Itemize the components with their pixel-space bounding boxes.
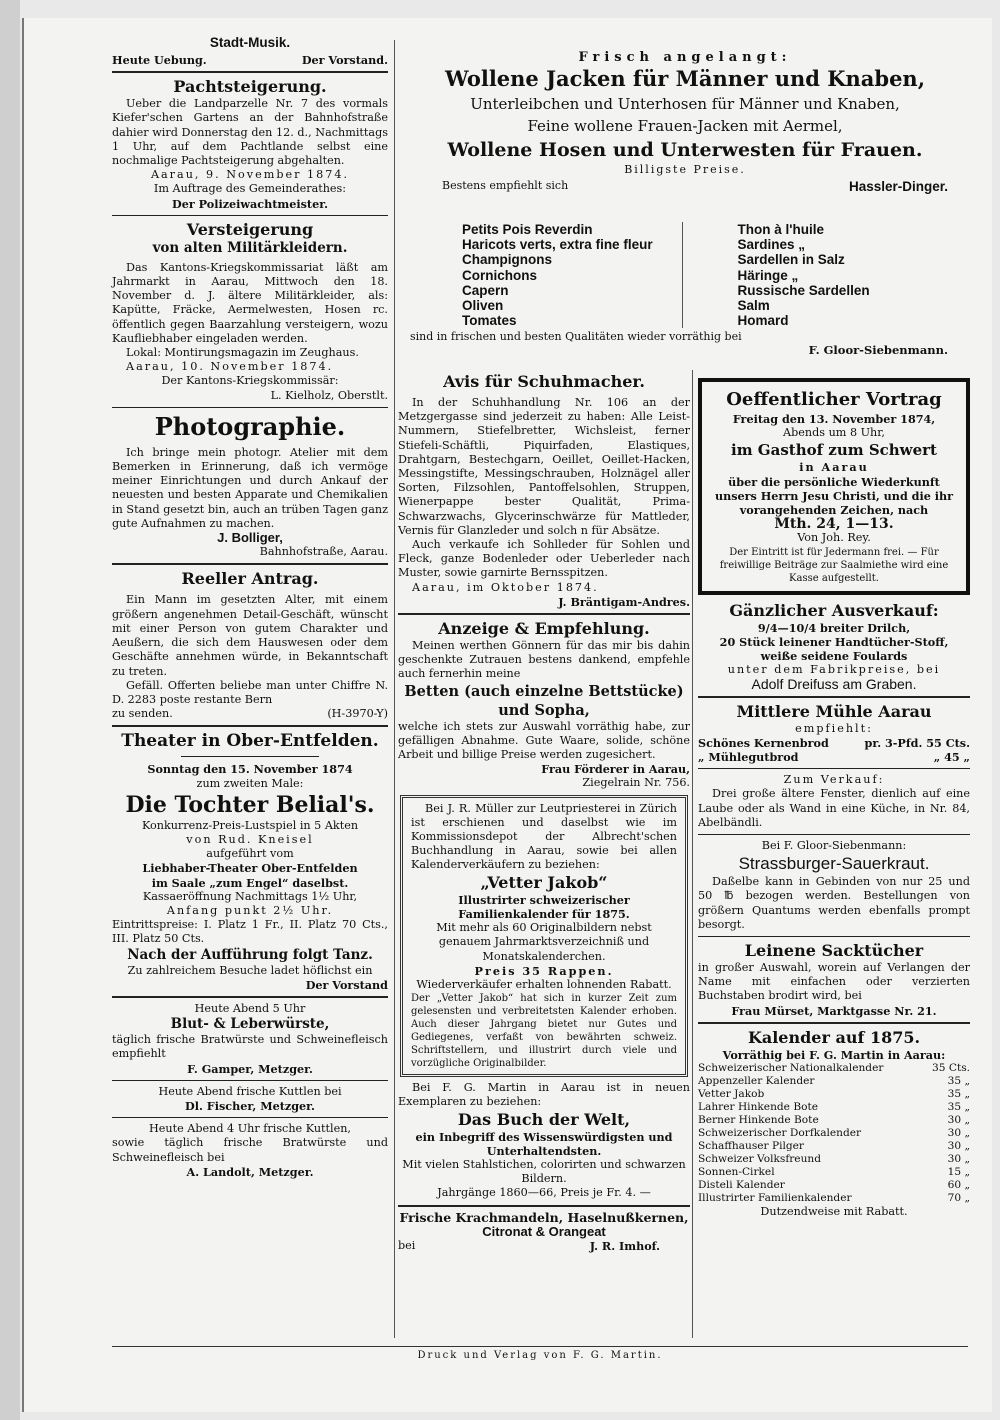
ad-text: Eintrittspreise: I. Platz 1 Fr., II. Platz 70 Cts., III. Platz 50 Cts. — [112, 918, 388, 946]
calendar-name: Lahrer Hinkende Bote — [698, 1101, 819, 1114]
ad-body: welche ich stets zur Auswahl vorräthig habe, zur gefälligen Abnahme. Gute Waare, solide, schöne Arbeit und billige Preise werden zugesichert. — [398, 719, 690, 762]
ad-address: Bahnhofstraße, Aarau. — [259, 545, 388, 559]
ad-text: Dutzendweise mit Rabatt. — [760, 1205, 908, 1219]
column-middle — [398, 372, 690, 1253]
ad-versteigerung — [112, 220, 388, 403]
ad-body: Ein Mann im gesetzten Alter, mit einem größern angenehmen Detail-Geschäft, wünscht mit einer Person von gutem Charakter und Aeußern, die sich dem Hauswesen oder dem Geschäfte annehmen würde, in Bekanntschaft zu treten. — [112, 593, 388, 678]
ad-text: aufgeführt vom — [206, 847, 294, 861]
ad-line: Wollene Hosen und Unterwesten für Frauen. — [447, 139, 923, 161]
ad-text: Wiederverkäufer erhalten lohnenden Rabatt. — [416, 977, 672, 991]
calendar-price: 35 Cts. — [931, 1062, 970, 1075]
ad-title: „Vetter Jakob“ — [480, 872, 608, 892]
ad-subtitle: ein Inbegriff des Wissenswürdigsten und Unterhaltendsten. — [415, 1129, 673, 1158]
ad-title: Zum Verkauf: — [783, 773, 885, 787]
ad-text: Nach der Aufführung folgt Tanz. — [127, 946, 373, 963]
ad-title: Frische Krachmandeln, Haselnußkernen, — [399, 1209, 689, 1225]
ad-body: Daßelbe kann in Gebinden von nur 25 und 50 ℔ bezogen werden. Bestellungen von größern Quantums werden ebenfalls prompt besorgt. — [698, 875, 970, 931]
ad-text: unter dem Fabrikpreise, bei — [727, 663, 941, 677]
ad-body: Der „Vetter Jakob“ hat sich in kurzer Zeit zum gelesensten und verbreitetsten Kalender erhoben. Auch dieser Jahrgang bietet nur Gutes und Gediegenes, verfaßt von bewährten schweiz. Schriftstellern, und illustrirt durch viele und vorzügliche Originalbilder. — [411, 993, 677, 1070]
ad-fischer — [112, 1085, 388, 1113]
ad-title: Blut- & Leberwürste, — [170, 1016, 330, 1033]
product-name: „ Mühlegutbrod — [698, 750, 799, 765]
calendar-price: 35 „ — [947, 1075, 970, 1088]
ad-body: Bei F. G. Martin in Aarau ist in neuen Exemplaren zu beziehen: — [398, 1081, 690, 1109]
ad-text: Heute Uebung. — [112, 53, 207, 67]
product-item: Haricots verts, extra fine fleur — [462, 237, 653, 253]
ad-text: zu senden. — [112, 707, 173, 721]
ad-text: Mit mehr als 60 Originalbildern nebst genauem Jahrmarktsverzeichniß und Monatskalenderchen. — [436, 921, 652, 963]
ad-title: Stadt-Musik. — [209, 35, 291, 50]
ad-text: Anfang punkt 2½ Uhr. — [166, 903, 334, 917]
ad-reeller-antrag — [112, 569, 388, 721]
calendar-name: Vetter Jakob — [698, 1088, 765, 1101]
ad-text: Jahrgänge 1860—66, Preis je Fr. 4. — — [437, 1186, 651, 1200]
ad-signature: Adolf Dreifuss am Graben. — [751, 676, 917, 693]
ad-body: Meinen werthen Gönnern für das mir bis dahin geschenkte Zutrauen bestens dankend, empfehle auch fernerhin meine — [398, 639, 690, 681]
ad-signature: Frau Förderer in Aarau, — [541, 762, 690, 777]
calendar-name: Schweizer Volksfreund — [698, 1153, 822, 1166]
calendar-row — [698, 1153, 970, 1166]
ad-signature: Der Vorstand — [305, 977, 388, 992]
calendar-name: Schweizerischer Dorfkalender — [698, 1127, 862, 1140]
ad-title: Reeller Antrag. — [181, 569, 319, 589]
ad-text: Heute Abend 5 Uhr — [194, 1001, 306, 1015]
ad-title: Citronat & Orangeat — [482, 1223, 606, 1239]
product-item: Petits Pois Reverdin — [462, 222, 593, 237]
calendar-row — [698, 1062, 970, 1075]
ad-title: Leinene Sacktücher — [744, 941, 924, 961]
ad-body: Auch verkaufe ich Sohlleder für Sohlen und Fleck, ganze Bodenleder oder Ueberleder nach Muster, sowie garnirte Bernsspitzen. — [398, 538, 690, 580]
ad-text: Liebhaber-Theater Ober-Entfelden — [142, 861, 358, 876]
ad-price: Preis 35 Rappen. — [474, 963, 614, 978]
ad-text: Konkurrenz-Preis-Lustspiel in 5 Akten — [141, 818, 359, 832]
ad-text: im Saale „zum Engel“ daselbst. — [151, 875, 349, 890]
product-item: Sardellen in Salz — [737, 252, 845, 268]
ad-text: sind in frischen und besten Qualitäten wieder vorräthig bei — [410, 330, 742, 344]
product-list-left — [402, 222, 682, 328]
ad-text: von Rud. Kneisel — [186, 832, 314, 846]
ad-subtitle: von alten Militärkleidern. — [152, 239, 348, 256]
calendar-row — [698, 1140, 970, 1153]
ad-title: Avis für Schuhmacher. — [443, 372, 645, 391]
calendar-price: 15 „ — [947, 1166, 970, 1179]
ad-text: Lokal: Montirungsmagazin im Zeughaus. — [126, 346, 359, 360]
ad-text: zum zweiten Male: — [196, 776, 304, 790]
ad-date: Aarau, im Oktober 1874. — [412, 580, 599, 594]
ad-title: Photographie. — [154, 411, 346, 441]
ad-body: Das Kantons-Kriegskommissariat läßt am Jahrmarkt in Aarau, Mittwoch den 18. November d. J. ältere Militärkleider, als: Kapütte, Fräcke, Aermelwesten, Hosen rc. öffentlich gegen Baarzahlung versteigern, wozu Kaufliebhaber eingeladen werden. — [112, 260, 388, 345]
ad-signature: Der Vorstand. — [301, 53, 388, 67]
page-footer: Druck und Verlag von F. G. Martin. — [417, 1350, 663, 1361]
ad-text: Heute Abend frische Kuttlen bei — [158, 1084, 342, 1098]
calendar-price: 30 „ — [947, 1140, 970, 1153]
calendar-name: Appenzeller Kalender — [698, 1075, 815, 1088]
calendar-row — [698, 1166, 970, 1179]
product-item: Häringe „ — [737, 267, 799, 283]
calendar-name: Sonnen-Cirkel — [698, 1166, 775, 1179]
ad-title: Pachtsteigerung. — [173, 77, 327, 97]
calendar-price: 30 „ — [947, 1153, 970, 1166]
ad-text: Zu zahlreichem Besuche ladet höflichst ein — [127, 963, 373, 977]
ad-zum-verkauf — [698, 773, 970, 830]
calendar-name: Berner Hinkende Bote — [698, 1114, 819, 1127]
ad-body: Ich bringe mein photogr. Atelier mit dem Bemerken in Erinnerung, daß ich vermöge meiner Einrichtungen und durch Ankauf der neuesten und besten Apparate und Chemikalien in Stand gesetzt bin, auch an trüben Tagen ganz gute Aufnahmen zu machen. — [112, 445, 388, 530]
ad-body: Ueber die Landparzelle Nr. 7 des vormals Kiefer'schen Gartens an der Bahnhofstraße dahier wird Donnerstag den 12. d., Nachmittags 1 Uhr, auf dem Pachtlande selbst eine nochmalige Pachtsteigerung abgehalten. — [112, 97, 388, 168]
ad-text: bei — [398, 1238, 416, 1252]
ad-date: Sonntag den 15. November 1874 — [147, 762, 353, 777]
product-price: pr. 3-Pfd. 55 Cts. — [864, 735, 970, 750]
ad-signature: F. Gamper, Metzger. — [187, 1061, 313, 1076]
ad-body: täglich frische Bratwürste und Schweinefleisch empfiehlt — [112, 1033, 388, 1061]
ad-text: Im Auftrage des Gemeinderathes: — [153, 182, 347, 196]
product-item: Cornichons — [462, 267, 538, 283]
ad-date: Aarau, 10. November 1874. — [126, 360, 334, 374]
ad-buch-der-welt — [398, 1081, 690, 1200]
ad-text: in Aarau — [799, 460, 869, 475]
ad-date: Freitag den 13. November 1874, — [732, 412, 936, 426]
ad-title: Strassburger-Sauerkraut. — [738, 854, 930, 874]
ad-kalender — [698, 1028, 970, 1219]
product-item: Salm — [737, 298, 770, 314]
ad-sauerkraut — [698, 839, 970, 932]
ad-title: Mittlere Mühle Aarau — [736, 701, 932, 721]
calendar-price: 60 „ — [947, 1179, 970, 1192]
ad-text: Mit vielen Stahlstichen, colorirten und schwarzen Bildern. — [402, 1157, 686, 1186]
column-divider — [692, 370, 693, 1338]
ad-title: Versteigerung — [186, 219, 314, 239]
ad-photographie — [112, 412, 388, 560]
ad-signature: A. Landolt, Metzger. — [186, 1164, 314, 1179]
calendar-price: 70 „ — [947, 1192, 970, 1205]
calendar-price: 35 „ — [947, 1101, 970, 1114]
calendar-row — [698, 1114, 970, 1127]
product-item: Tomates — [462, 313, 517, 329]
calendar-name: Illustrirter Familienkalender — [698, 1192, 852, 1205]
ad-line: Unterleibchen und Unterhosen für Männer und Knaben, — [470, 95, 900, 113]
ad-signature: Hassler-Dinger. — [848, 179, 948, 194]
ad-signature: Frau Mürset, Marktgasse Nr. 21. — [731, 1003, 937, 1018]
ad-subtitle: Illustrirter schweizerischer Familienkalender für 1875. — [458, 892, 630, 921]
ad-muehle — [698, 702, 970, 765]
ad-text: Der Kantons-Kriegskommissär: — [161, 374, 339, 388]
ad-signature: J. Bolliger, — [217, 530, 283, 546]
ad-pachtsteigerung — [112, 77, 388, 211]
page-binding-edge — [0, 0, 20, 1420]
calendar-row — [698, 1192, 970, 1205]
ad-title: Gänzlicher Ausverkauf: — [729, 600, 939, 620]
ad-landolt — [112, 1122, 388, 1179]
calendar-name: Disteli Kalender — [698, 1179, 785, 1192]
ad-theater — [112, 731, 388, 992]
product-price: „ 45 „ — [933, 750, 970, 765]
ad-title: Frisch angelangt: — [578, 50, 792, 65]
ad-text: Von Joh. Rey. — [797, 531, 871, 545]
ad-date: Aarau, 9. November 1874. — [150, 168, 350, 182]
ad-signature: Der Polizeiwachtmeister. — [172, 196, 328, 211]
ad-text: Billigste Preise. — [624, 163, 746, 176]
calendar-row — [698, 1127, 970, 1140]
calendar-row — [698, 1075, 970, 1088]
ad-text: Kassaeröffnung Nachmittags 1½ Uhr, — [142, 889, 358, 903]
column-left — [112, 34, 388, 1179]
ad-text: 9/4—10/4 breiter Drilch, — [757, 620, 911, 635]
product-list-right — [693, 222, 968, 328]
ad-anzeige-empfehlung — [398, 619, 690, 791]
ad-imhof — [398, 1211, 690, 1254]
ad-body: Bei J. R. Müller zur Leutpriesterei in Zürich ist erschienen und daselbst wie im Kommissionsdepot der Albrecht'schen Buchhandlung in Aarau, sowie bei allen Kalenderverkäufern zu beziehen: — [411, 801, 677, 872]
ad-ausverkauf — [698, 601, 970, 692]
ad-signature: Dl. Fischer, Metzger. — [185, 1098, 315, 1113]
ad-hassler-dinger — [402, 50, 968, 194]
ad-text: empfiehlt: — [795, 721, 873, 735]
product-name: Schönes Kernenbrod — [698, 735, 829, 750]
product-item: Homard — [737, 313, 789, 329]
ad-reference: Mth. 24, 1—13. — [774, 516, 894, 533]
product-item: Sardines „ — [737, 237, 806, 253]
ad-stadtmusik — [112, 34, 388, 67]
calendar-name: Schaffhauser Pilger — [698, 1140, 804, 1153]
ad-text: weiße seidene Foulards — [760, 649, 908, 664]
ad-body: über die persönliche Wiederkunft unsers Herrn Jesu Christi, und die ihr vorangehenden Zeichen, nach — [714, 474, 954, 518]
ad-gloor-delicatessen — [402, 222, 968, 357]
product-item: Capern — [462, 282, 509, 298]
ad-signature: F. Gloor-Siebenmann. — [808, 343, 948, 358]
ad-line: Wollene Jacken für Männer und Knaben, — [444, 66, 926, 91]
product-item: Champignons — [462, 252, 552, 268]
ad-highlight: Betten (auch einzelne Bettstücke) und Sopha, — [404, 682, 684, 719]
ad-signature: J. R. Imhof. — [589, 1238, 660, 1253]
ad-signature: L. Kielholz, Oberstlt. — [270, 388, 388, 402]
calendar-row — [698, 1088, 970, 1101]
ad-text: Heute Abend 4 Uhr frische Kuttlen, — [149, 1122, 351, 1136]
calendar-price: 30 „ — [947, 1127, 970, 1140]
ad-vetter-jakob — [400, 795, 688, 1077]
ad-oeffentlicher-vortrag — [698, 378, 970, 595]
ad-body: In der Schuhhandlung Nr. 106 an der Metzgergasse sind jederzeit zu haben: Alle Leist-Nummern, Stiefelbretter, Wichsleist, ferner Stiefeli-Schäftli, Piquirfaden, Elastiques, Drahtgarn, Bestechgarn, Oeillet, Oeillet-Hacken, Messingstifte, Messingschrauben, Holznägel aller Sorten, Filzsohlen, Pantoffelsohlen, Struppen, Wienerpappe bester Qualität, Prima-Schwarzwachs, Glycerinschwärze für Mattleder, Vernis für Glanzleder und solch n für Absätze. — [398, 396, 690, 537]
product-item: Russische Sardellen — [737, 282, 870, 298]
ad-sacktuecher — [698, 941, 970, 1018]
ad-address: Ziegelrain Nr. 756. — [582, 776, 690, 790]
play-title: Die Tochter Belial's. — [125, 791, 375, 818]
product-item: Oliven — [462, 298, 504, 314]
ad-text: Gefäll. Offerten beliebe man unter Chiffre N. D. 2283 poste restante Bern — [112, 678, 388, 706]
ad-text: 20 Stück leinener Handtücher-Stoff, — [719, 634, 949, 649]
ad-signature: J. Bräntigam-Andres. — [558, 594, 690, 609]
ad-title: Theater in Ober-Entfelden. — [121, 731, 379, 752]
ad-place: im Gasthof zum Schwert — [731, 441, 937, 460]
ad-subtitle: Vorräthig bei F. G. Martin in Aarau: — [722, 1047, 946, 1062]
ad-body: in großer Auswahl, worein auf Verlangen der Name mit einfachen oder verzierten Buchstaben brodirt wird, bei — [698, 961, 970, 1003]
ad-text: Abends um 8 Uhr, — [783, 426, 885, 440]
column-right — [698, 378, 970, 1219]
ad-body: Drei große ältere Fenster, dienlich auf eine Laube oder als Wand in eine Küche, in Nr. 84, Abelbändli. — [698, 787, 970, 829]
calendar-row — [698, 1101, 970, 1114]
ad-title: Oeffentlicher Vortrag — [726, 389, 942, 410]
calendar-row — [698, 1179, 970, 1192]
ad-text: Bei F. Gloor-Siebenmann: — [761, 839, 907, 853]
ad-text: Bestens empfiehlt sich — [442, 179, 569, 192]
calendar-price: 30 „ — [947, 1114, 970, 1127]
ad-title: Anzeige & Empfehlung. — [438, 619, 650, 639]
calendar-price: 35 „ — [947, 1088, 970, 1101]
ad-code: (H-3970-Y) — [327, 707, 388, 721]
ad-line: Feine wollene Frauen-Jacken mit Aermel, — [527, 117, 843, 135]
ad-title: Das Buch der Welt, — [457, 1109, 631, 1129]
product-item: Thon à l'huile — [737, 222, 824, 237]
ad-text: Der Eintritt ist für Jedermann frei. — Für freiwillige Beiträge zur Saalmiethe wird eine Kasse aufgestellt. — [719, 546, 949, 584]
calendar-price-list — [698, 1062, 970, 1205]
ad-gamper — [112, 1002, 388, 1076]
calendar-name: Schweizerischer Nationalkalender — [698, 1062, 884, 1075]
ad-title: Kalender auf 1875. — [747, 1027, 921, 1047]
ad-avis-schuhmacher — [398, 372, 690, 609]
column-divider — [394, 40, 395, 1338]
ad-body: sowie täglich frische Bratwürste und Schweinefleisch bei — [112, 1136, 388, 1164]
